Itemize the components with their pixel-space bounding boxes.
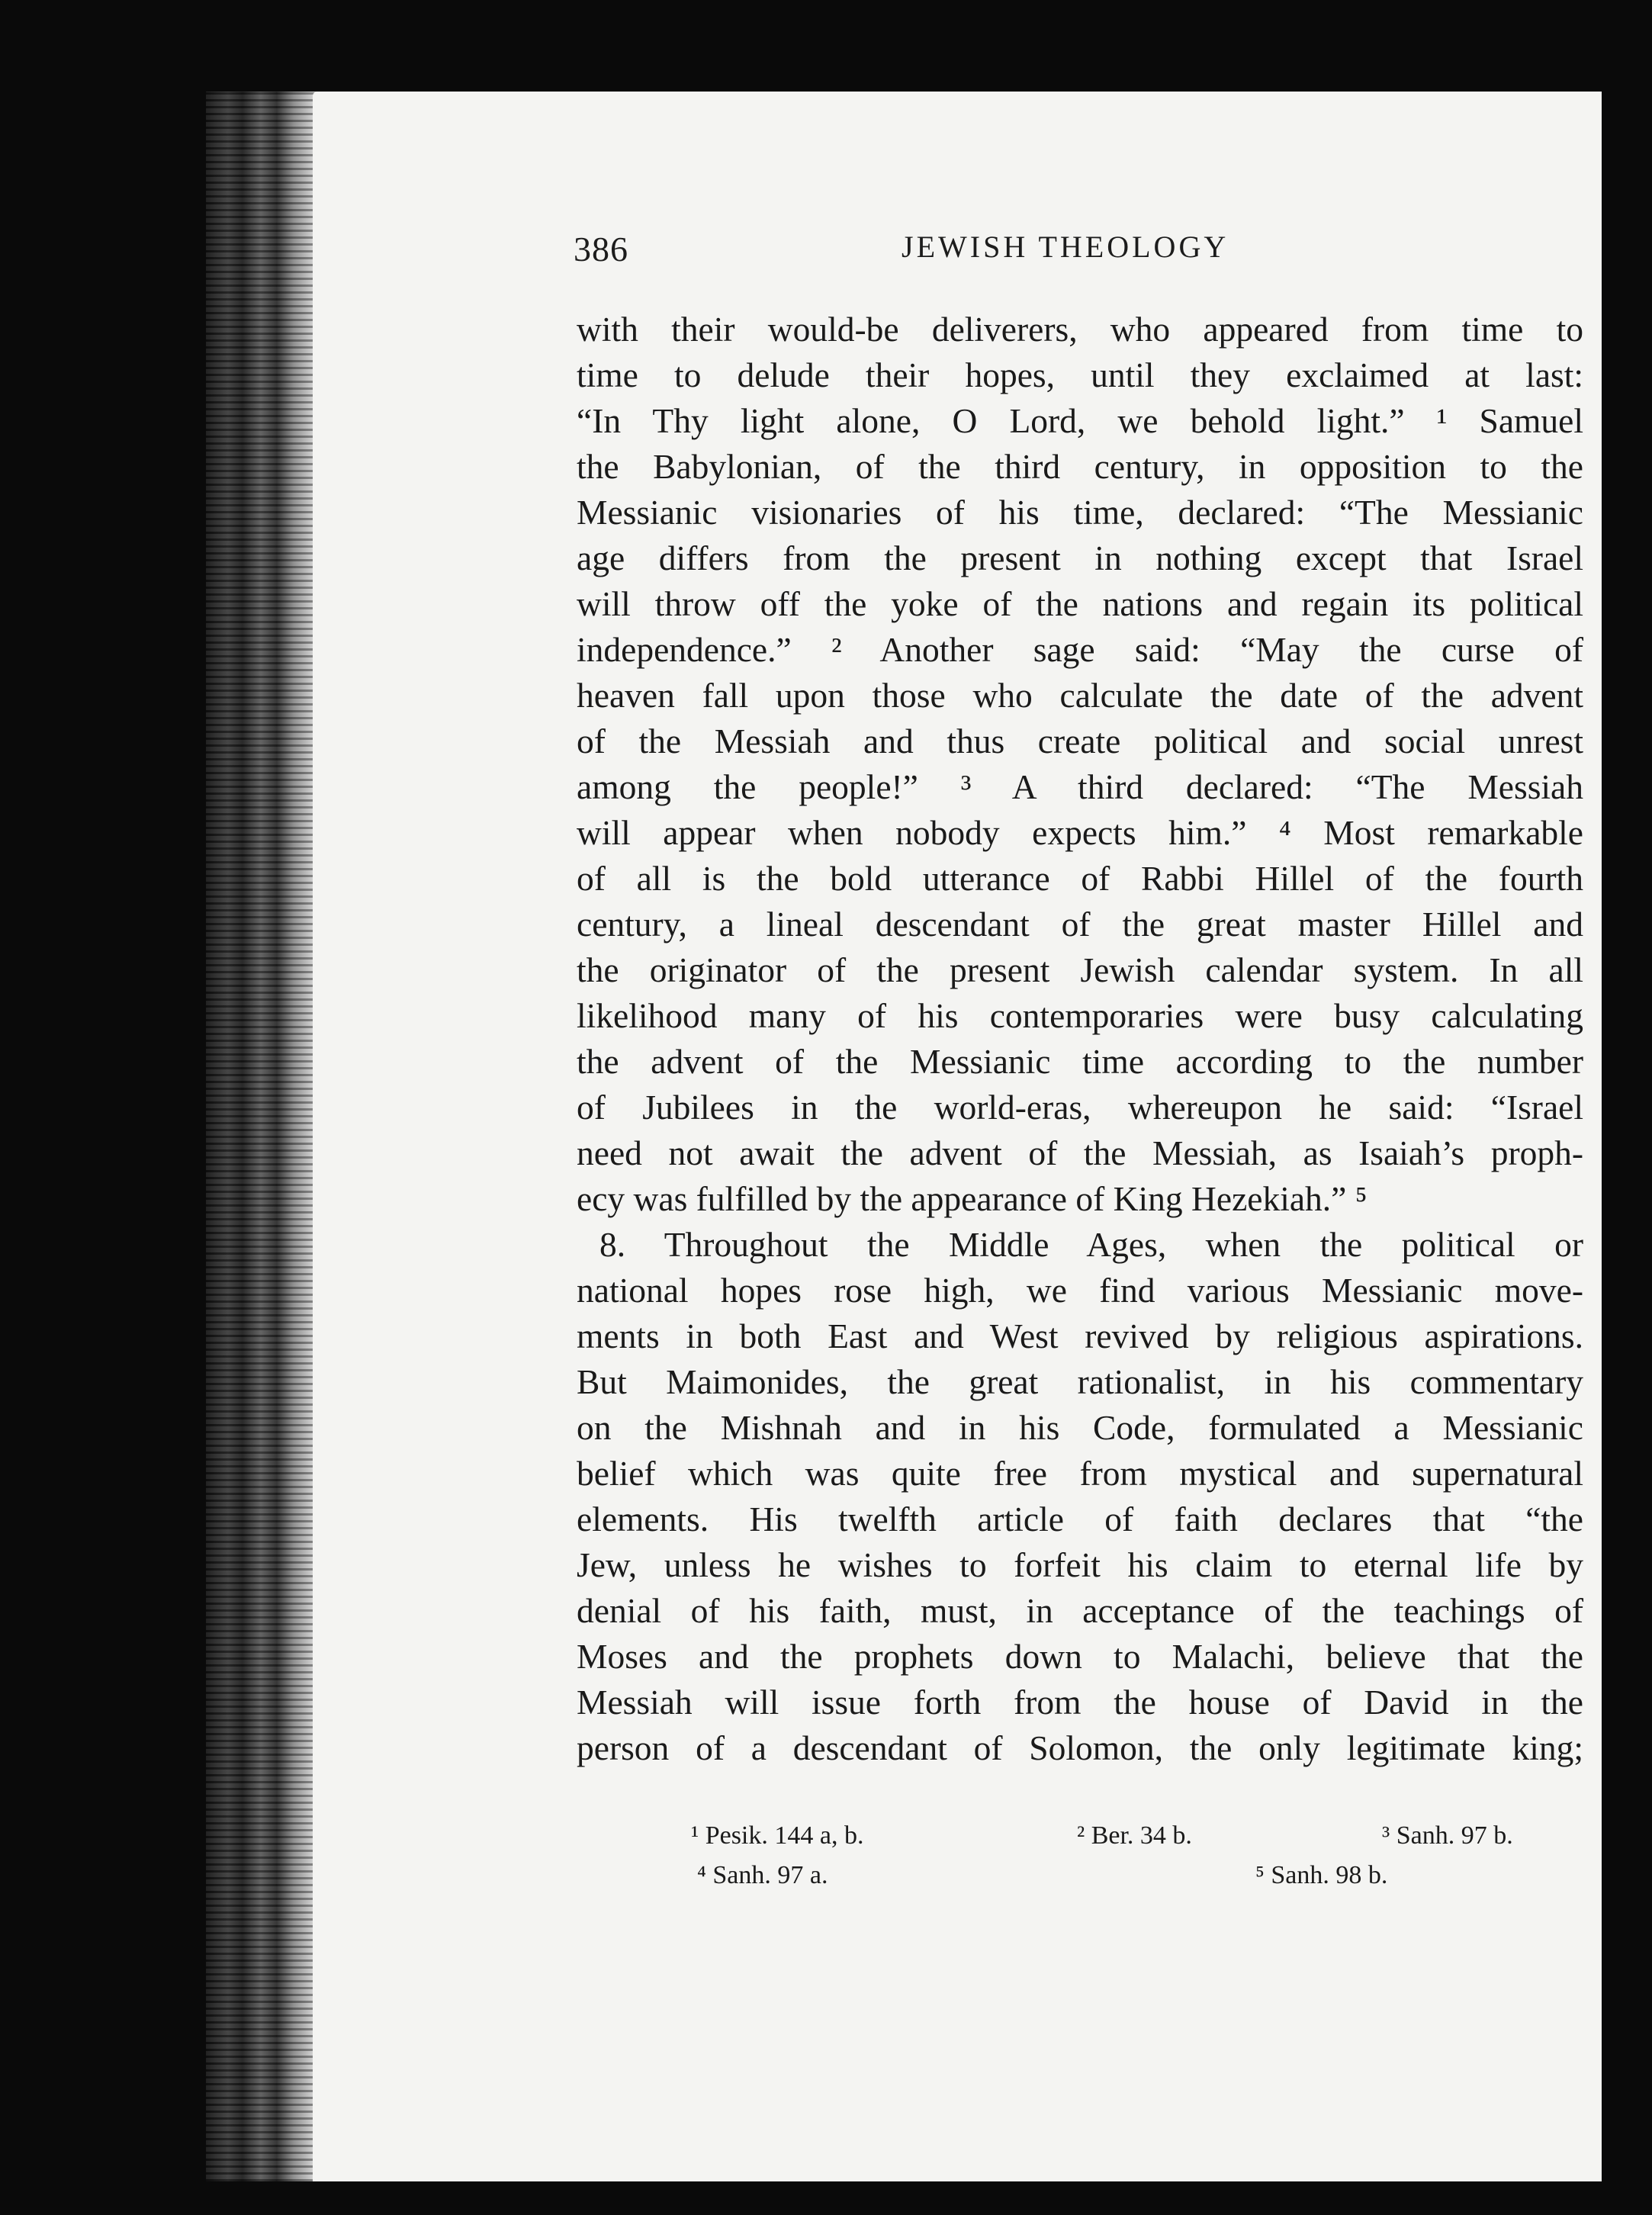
text-line: of the Messiah and thus create political and social unrest [577,722,1583,760]
text-line: with their would-be deliverers, who appeared from time to [577,310,1583,349]
footnote-1: ¹ Pesik. 144 a, b. [691,1821,864,1850]
footnote-5: ⁵ Sanh. 98 b. [1255,1861,1388,1889]
text-line: ecy was fulfilled by the appearance of King Hezekiah.” ⁵ [577,1179,1368,1218]
page-number: 386 [574,230,628,268]
text-line: independence.” ² Another sage said: “May the curse of [577,630,1583,669]
text-line: person of a descendant of Solomon, the only legitimate king; [577,1728,1583,1767]
text-line: denial of his faith, must, in acceptance of the teachings of [577,1591,1583,1630]
book-page-edges [206,92,328,2181]
text-line: Messianic visionaries of his time, declared: “The Messianic [577,493,1583,532]
text-line: belief which was quite free from mystical and supernatural [577,1454,1583,1493]
text-line: national hopes rose high, we find various Messianic move- [577,1271,1583,1310]
text-line: will throw off the yoke of the nations and regain its political [577,584,1583,623]
text-line: heaven fall upon those who calculate the date of the advent [577,676,1583,715]
text-line: on the Mishnah and in his Code, formulated a Messianic [577,1408,1583,1447]
text-line: century, a lineal descendant of the great master Hillel and [577,905,1583,944]
page-header [574,229,1565,290]
text-line: the Babylonian, of the third century, in opposition to the [577,447,1583,486]
text-line: “In Thy light alone, O Lord, we behold light.” ¹ Samuel [577,401,1583,440]
text-line: of all is the bold utterance of Rabbi Hillel of the fourth [577,859,1583,898]
text-line: Messiah will issue forth from the house of David in the [577,1683,1583,1722]
text-line: ments in both East and West revived by religious aspirations. [577,1316,1583,1355]
text-line: among the people!” ³ A third declared: “The Messiah [577,767,1583,806]
footnote-4: ⁴ Sanh. 97 a. [697,1861,828,1889]
body-text [577,307,1583,1771]
text-line: need not await the advent of the Messiah, as Isaiah’s proph- [577,1133,1583,1172]
text-line: time to delude their hopes, until they exclaimed at last: [577,355,1583,394]
text-line: But Maimonides, the great rationalist, in his commentary [577,1362,1583,1401]
text-line: Moses and the prophets down to Malachi, believe that the [577,1637,1583,1676]
text-line: the originator of the present Jewish calendar system. In all [577,950,1583,989]
text-line: 8. Throughout the Middle Ages, when the political or [599,1225,1583,1264]
text-line: of Jubilees in the world-eras, whereupon he said: “Israel [577,1088,1583,1127]
text-line: age differs from the present in nothing except that Israel [577,538,1583,577]
running-title: JEWISH THEOLOGY [902,230,1229,264]
text-line: Jew, unless he wishes to forfeit his claim to eternal life by [577,1545,1583,1584]
text-line: will appear when nobody expects him.” ⁴ Most remarkable [577,813,1583,852]
text-line: the advent of the Messianic time according to the number [577,1042,1583,1081]
footnote-3: ³ Sanh. 97 b. [1382,1821,1513,1850]
footnote-2: ² Ber. 34 b. [1077,1821,1192,1850]
text-line: likelihood many of his contemporaries were busy calculating [577,996,1583,1035]
footnotes [577,1821,1583,1905]
text-line: elements. His twelfth article of faith declares that “the [577,1500,1583,1538]
